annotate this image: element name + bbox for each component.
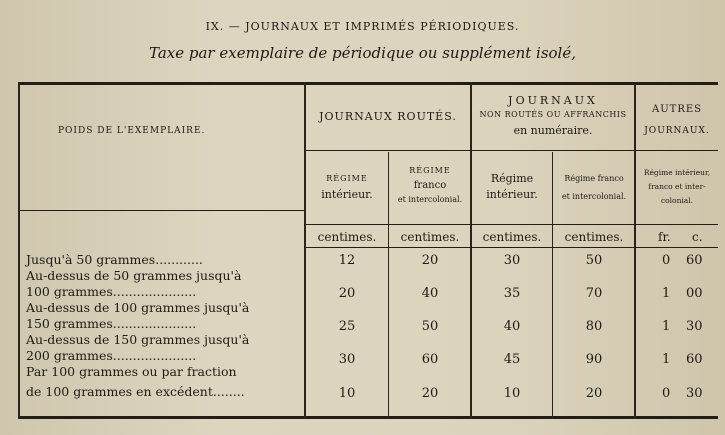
table-top-rule xyxy=(18,82,718,85)
section-subtitle: Taxe par exemplaire de périodique ou supplément isolé, xyxy=(148,44,577,62)
sub-routes-franco-1: RÉGIME xyxy=(409,166,451,175)
header-autres-journaux: JOURNAUX. xyxy=(644,126,710,136)
header-autres: AUTRES xyxy=(652,104,702,115)
sub-routes-franco-3: et intercolonial. xyxy=(397,195,463,204)
header-non-routes: NON ROUTÉS OU AFFRANCHIS xyxy=(479,110,627,119)
row-2-c: 00 xyxy=(686,286,703,301)
row-3-fr: 1 xyxy=(662,319,671,334)
row-4-routes-franco: 60 xyxy=(421,352,439,367)
row-1-label-b: Au-dessus de 50 grammes jusqu'à xyxy=(26,268,242,283)
tariff-table xyxy=(18,82,718,422)
header-poids: POIDS DE L'EXEMPLAIRE. xyxy=(58,126,206,136)
header-journaux-routes: JOURNAUX ROUTÉS. xyxy=(319,110,457,123)
row-2-nonroutes-franco: 70 xyxy=(585,286,603,301)
row-2-routes-interieur: 20 xyxy=(338,286,356,301)
table-bottom-rule xyxy=(18,416,718,419)
row-2-label-b: Au-dessus de 100 grammes jusqu'à xyxy=(26,300,250,315)
sub-nonroutes-franco-1: Régime franco xyxy=(564,174,624,183)
row-2-nonroutes-interieur: 35 xyxy=(503,286,521,301)
label-header-rule xyxy=(20,210,304,211)
header-bottom-rule xyxy=(306,224,718,225)
row-2-label-a: 100 grammes..................... xyxy=(26,284,197,299)
row-4-routes-interieur: 30 xyxy=(338,352,356,367)
row-5-nonroutes-franco: 20 xyxy=(585,386,603,401)
sub-autres-1: Régime intérieur, xyxy=(643,168,711,177)
header-split-rule xyxy=(306,150,718,151)
row-4-nonroutes-franco: 90 xyxy=(585,352,603,367)
row-4-nonroutes-interieur: 45 xyxy=(503,352,521,367)
unit-centimes-1: centimes. xyxy=(317,230,377,244)
row-1-label-a: Jusqu'à 50 grammes............ xyxy=(26,252,203,267)
row-3-label-b: Au-dessus de 150 grammes jusqu'à xyxy=(26,332,250,347)
row-3-routes-interieur: 25 xyxy=(338,319,356,334)
row-1-nonroutes-interieur: 30 xyxy=(503,253,521,268)
row-1-c: 60 xyxy=(686,253,703,268)
table-left-rule xyxy=(18,82,20,419)
row-5-nonroutes-interieur: 10 xyxy=(503,386,521,401)
row-1-routes-franco: 20 xyxy=(421,253,439,268)
row-5-routes-interieur: 10 xyxy=(338,386,356,401)
header-numeraire: en numéraire. xyxy=(513,124,593,137)
row-2-routes-franco: 40 xyxy=(421,286,439,301)
row-1-fr: 0 xyxy=(662,253,671,268)
row-3-nonroutes-franco: 80 xyxy=(585,319,603,334)
header-journaux: JOURNAUX xyxy=(508,94,598,107)
row-3-routes-franco: 50 xyxy=(421,319,439,334)
unit-c: c. xyxy=(692,230,703,244)
row-1-nonroutes-franco: 50 xyxy=(585,253,603,268)
sub-nonroutes-interieur-1: Régime xyxy=(490,172,534,185)
sub-routes-franco-2: franco xyxy=(413,180,447,191)
sub-autres-2: franco et inter- xyxy=(648,182,706,191)
row-5-routes-franco: 20 xyxy=(421,386,439,401)
row-4-label-b: Par 100 grammes ou par fraction xyxy=(26,364,237,379)
row-3-c: 30 xyxy=(686,319,703,334)
sub-nonroutes-interieur-2: intérieur. xyxy=(486,188,538,201)
unit-bottom-rule xyxy=(306,247,718,248)
unit-centimes-4: centimes. xyxy=(564,230,624,244)
row-4-c: 60 xyxy=(686,352,703,367)
row-3-label-a: 150 grammes..................... xyxy=(26,316,197,331)
row-5-fr: 0 xyxy=(662,386,671,401)
sub-nonroutes-franco-2: et intercolonial. xyxy=(561,192,627,201)
row-2-fr: 1 xyxy=(662,286,671,301)
row-5-c: 30 xyxy=(686,386,703,401)
col-sep-2 xyxy=(388,152,389,419)
unit-fr: fr. xyxy=(658,230,671,244)
sub-routes-interieur-2: intérieur. xyxy=(321,188,373,201)
row-3-nonroutes-interieur: 40 xyxy=(503,319,521,334)
unit-centimes-2: centimes. xyxy=(400,230,460,244)
row-4-fr: 1 xyxy=(662,352,671,367)
col-sep-4 xyxy=(552,152,553,419)
row-5-label-a: de 100 grammes en excédent........ xyxy=(26,384,245,399)
unit-centimes-3: centimes. xyxy=(482,230,542,244)
row-1-routes-interieur: 12 xyxy=(338,253,356,268)
row-4-label-a: 200 grammes..................... xyxy=(26,348,197,363)
sub-autres-3: colonial. xyxy=(660,196,694,205)
sub-routes-interieur-1: RÉGIME xyxy=(326,174,368,183)
section-heading: IX. — JOURNAUX ET IMPRIMÉS PÉRIODIQUES. xyxy=(205,20,520,33)
col-sep-1 xyxy=(304,82,306,419)
